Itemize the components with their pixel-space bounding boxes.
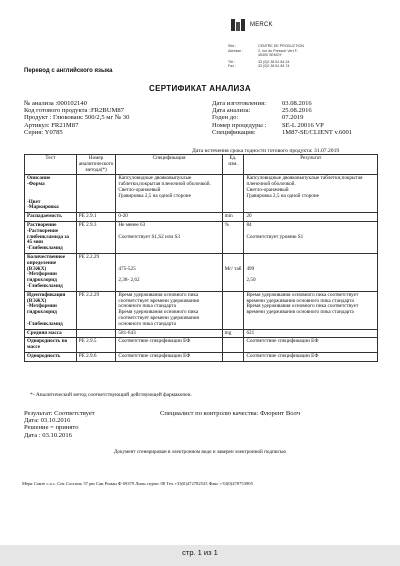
batch: Серия: Y0785 xyxy=(24,128,63,136)
cell-result: Соответствие спецификации ЕФ xyxy=(244,338,378,353)
cell-spec: 0-20 xyxy=(116,213,222,222)
meta-label: Tél : xyxy=(228,59,235,64)
meta-label xyxy=(228,53,258,58)
decision-block xyxy=(24,410,95,439)
cell-result: Время удерживания основного пика соответствует времени удерживания основного пика стандарта Время удерживания основного пика соответствует времени удерживания основного пика стандарта xyxy=(244,291,378,329)
cell-unit: mg xyxy=(222,329,244,338)
page-number: стр. 1 из 1 xyxy=(182,548,218,557)
info-value: 07.2019 xyxy=(282,114,304,122)
header-result: Результат xyxy=(244,155,378,175)
info-value: 1M87-SE/CLIENT v.6001 xyxy=(282,128,353,136)
meta-value: 2, rue du Pressoir Vert F- xyxy=(258,48,299,53)
document-title: СЕРТИФИКАТ АНАЛИЗА xyxy=(149,84,251,93)
cell-result: 621 xyxy=(244,329,378,338)
cell-spec: Время удерживания основного пика соответствует времени удерживания основного пика стандарта Время удерживания основного пика соответствует времени удерживания основного пика стандарта xyxy=(116,291,222,329)
product-name: Продукт : Глюкованс 500/2,5 мг № 30 xyxy=(24,114,130,122)
header-unit: Ед. изм. xyxy=(222,155,244,175)
cell-unit: min xyxy=(222,213,244,222)
cell-unit xyxy=(222,291,244,329)
table-row xyxy=(25,338,378,353)
cell-test: Описание -Форма -Цвет -Маркировка xyxy=(25,175,77,213)
cell-spec: 475-525 2,38- 2,62 xyxy=(116,253,222,291)
meta-value: 45400 SEMOY xyxy=(258,53,282,58)
header-method: Номер аналитического метода(*) xyxy=(76,155,116,175)
info-label: Годен до: xyxy=(212,114,239,122)
cell-unit: Мг/ таб xyxy=(222,253,244,291)
cell-test: Однородность xyxy=(25,352,77,361)
cell-method: PE 2.9.6 xyxy=(76,352,116,361)
analysis-number: № анализа :000102140 xyxy=(24,100,87,107)
cell-test: Распадаемость xyxy=(25,213,77,222)
site-meta xyxy=(228,44,304,69)
qc-specialist: Специалист по контролю качества: Флорент Волч xyxy=(160,410,301,417)
cell-unit xyxy=(222,175,244,213)
info-value: SE-L 20016 VP xyxy=(282,121,324,129)
cell-spec: Не менее 63 Соответствует S1,S2 или S3 xyxy=(116,221,222,253)
header-test: Тест xyxy=(25,155,77,175)
table-row xyxy=(25,253,378,291)
table-row xyxy=(25,352,378,361)
cell-method xyxy=(76,329,116,338)
logo-text: MERCK xyxy=(250,22,273,28)
table-row xyxy=(25,221,378,253)
cell-result: 499 2,50 xyxy=(244,253,378,291)
company-address: Мерк Санте с.а.с. Сек Соспаль 37 рю Сан Роман Ф 69379 Лион седекс 08 Тел.+33(0)472782525 Факс +33(0)478753905 xyxy=(22,481,253,486)
cell-test: Идентификация (ВЭЖХ) -Метформин гидрохлорид -Глибенкламид xyxy=(25,291,77,329)
product-info xyxy=(24,100,129,136)
result-date: Дата: 03.10.2016 xyxy=(24,417,71,425)
cell-method: PE 2.2.29 xyxy=(76,291,116,329)
cell-method: PE 2.9.3 xyxy=(76,221,116,253)
meta-label: Adresse : xyxy=(228,48,244,53)
meta-label: Site : xyxy=(228,44,237,48)
product-code: Код готового продукта :FR2BUM87 xyxy=(24,107,124,115)
method-footnote: *- Аналитический метод соответствующий действующей фармакопеи. xyxy=(30,392,192,398)
info-label: Номер процедуры : xyxy=(212,121,267,129)
cell-result: 84 Соответствует уровню S1 xyxy=(244,221,378,253)
table-row xyxy=(25,291,378,329)
header-spec: Спецификация xyxy=(116,155,222,175)
cell-method: PE 2.2.29 xyxy=(76,253,116,291)
cell-spec: Соответствие спецификации ЕФ xyxy=(116,352,222,361)
expiry-line: Дата истечения срока годности готового продукта: 31.07.2019 xyxy=(192,148,340,154)
table-row xyxy=(25,329,378,338)
cell-result: Соответствие спецификации ЕФ xyxy=(244,352,378,361)
cell-method: PE 2.9.1 xyxy=(76,213,116,222)
article: Артикул: FR21M87 xyxy=(24,121,79,129)
info-label: Спецификация: xyxy=(212,128,256,136)
meta-label: Fax : xyxy=(228,64,236,69)
esign-note: Документ сгенерирован в электронном виде и заверен электронной подписью xyxy=(113,449,287,455)
info-label: Дата анализа: xyxy=(212,107,251,115)
cell-spec: Капсуловидные двояковыпуклые таблетки,покрытая пленочной оболочкой. Светло-оранжевый Гравировка 2,5 на одной стороне xyxy=(116,175,222,213)
cell-test: Растворение -Растворение глибенкламида за 45 мин -Глибенкламид xyxy=(25,221,77,253)
test-results-table xyxy=(24,154,378,362)
cell-result: 20 xyxy=(244,213,378,222)
cell-test: Средняя масса xyxy=(25,329,77,338)
cell-unit xyxy=(222,338,244,353)
meta-value: 33 (0)2 38 61 84 24 xyxy=(258,59,290,64)
info-value: 03.08.2016 xyxy=(282,100,312,107)
dates-info xyxy=(212,100,352,136)
meta-value: CENTRE DE PRODUCTION xyxy=(258,44,304,48)
merck-logo-icon xyxy=(230,18,248,32)
decision-date: Дата : 03.10.2016 xyxy=(24,431,72,439)
cell-spec: Соответствие спецификации ЕФ xyxy=(116,338,222,353)
cell-test: Количественное определение (ВЭЖХ) -Метформин гидрохлорид -Глибенкламид xyxy=(25,253,77,291)
cell-method: PE 2.9.5 xyxy=(76,338,116,353)
cell-unit: % xyxy=(222,221,244,253)
cell-result: Капсуловидные двояковыпуклые таблетки,покрытая пленочной оболочкой. Светло-оранжевый Гравировка 2,5 на одной стороне xyxy=(244,175,378,213)
table-row xyxy=(25,175,378,213)
cell-method xyxy=(76,175,116,213)
result-status: Результат: Соответствует xyxy=(24,410,95,417)
table-header-row xyxy=(25,155,378,175)
cell-unit xyxy=(222,352,244,361)
info-label: Дата изготовления: xyxy=(212,100,266,107)
translation-note: Перевод с английского языка xyxy=(24,68,113,74)
decision-status: Решение = принято xyxy=(24,424,79,432)
cell-spec: 581-643 xyxy=(116,329,222,338)
cell-test: Однородность по массе xyxy=(25,338,77,353)
company-logo xyxy=(230,18,273,32)
table-row xyxy=(25,213,378,222)
meta-value: 33 (0)2 38 61 84 74 xyxy=(258,64,290,69)
info-value: 25.08.2016 xyxy=(282,107,312,115)
